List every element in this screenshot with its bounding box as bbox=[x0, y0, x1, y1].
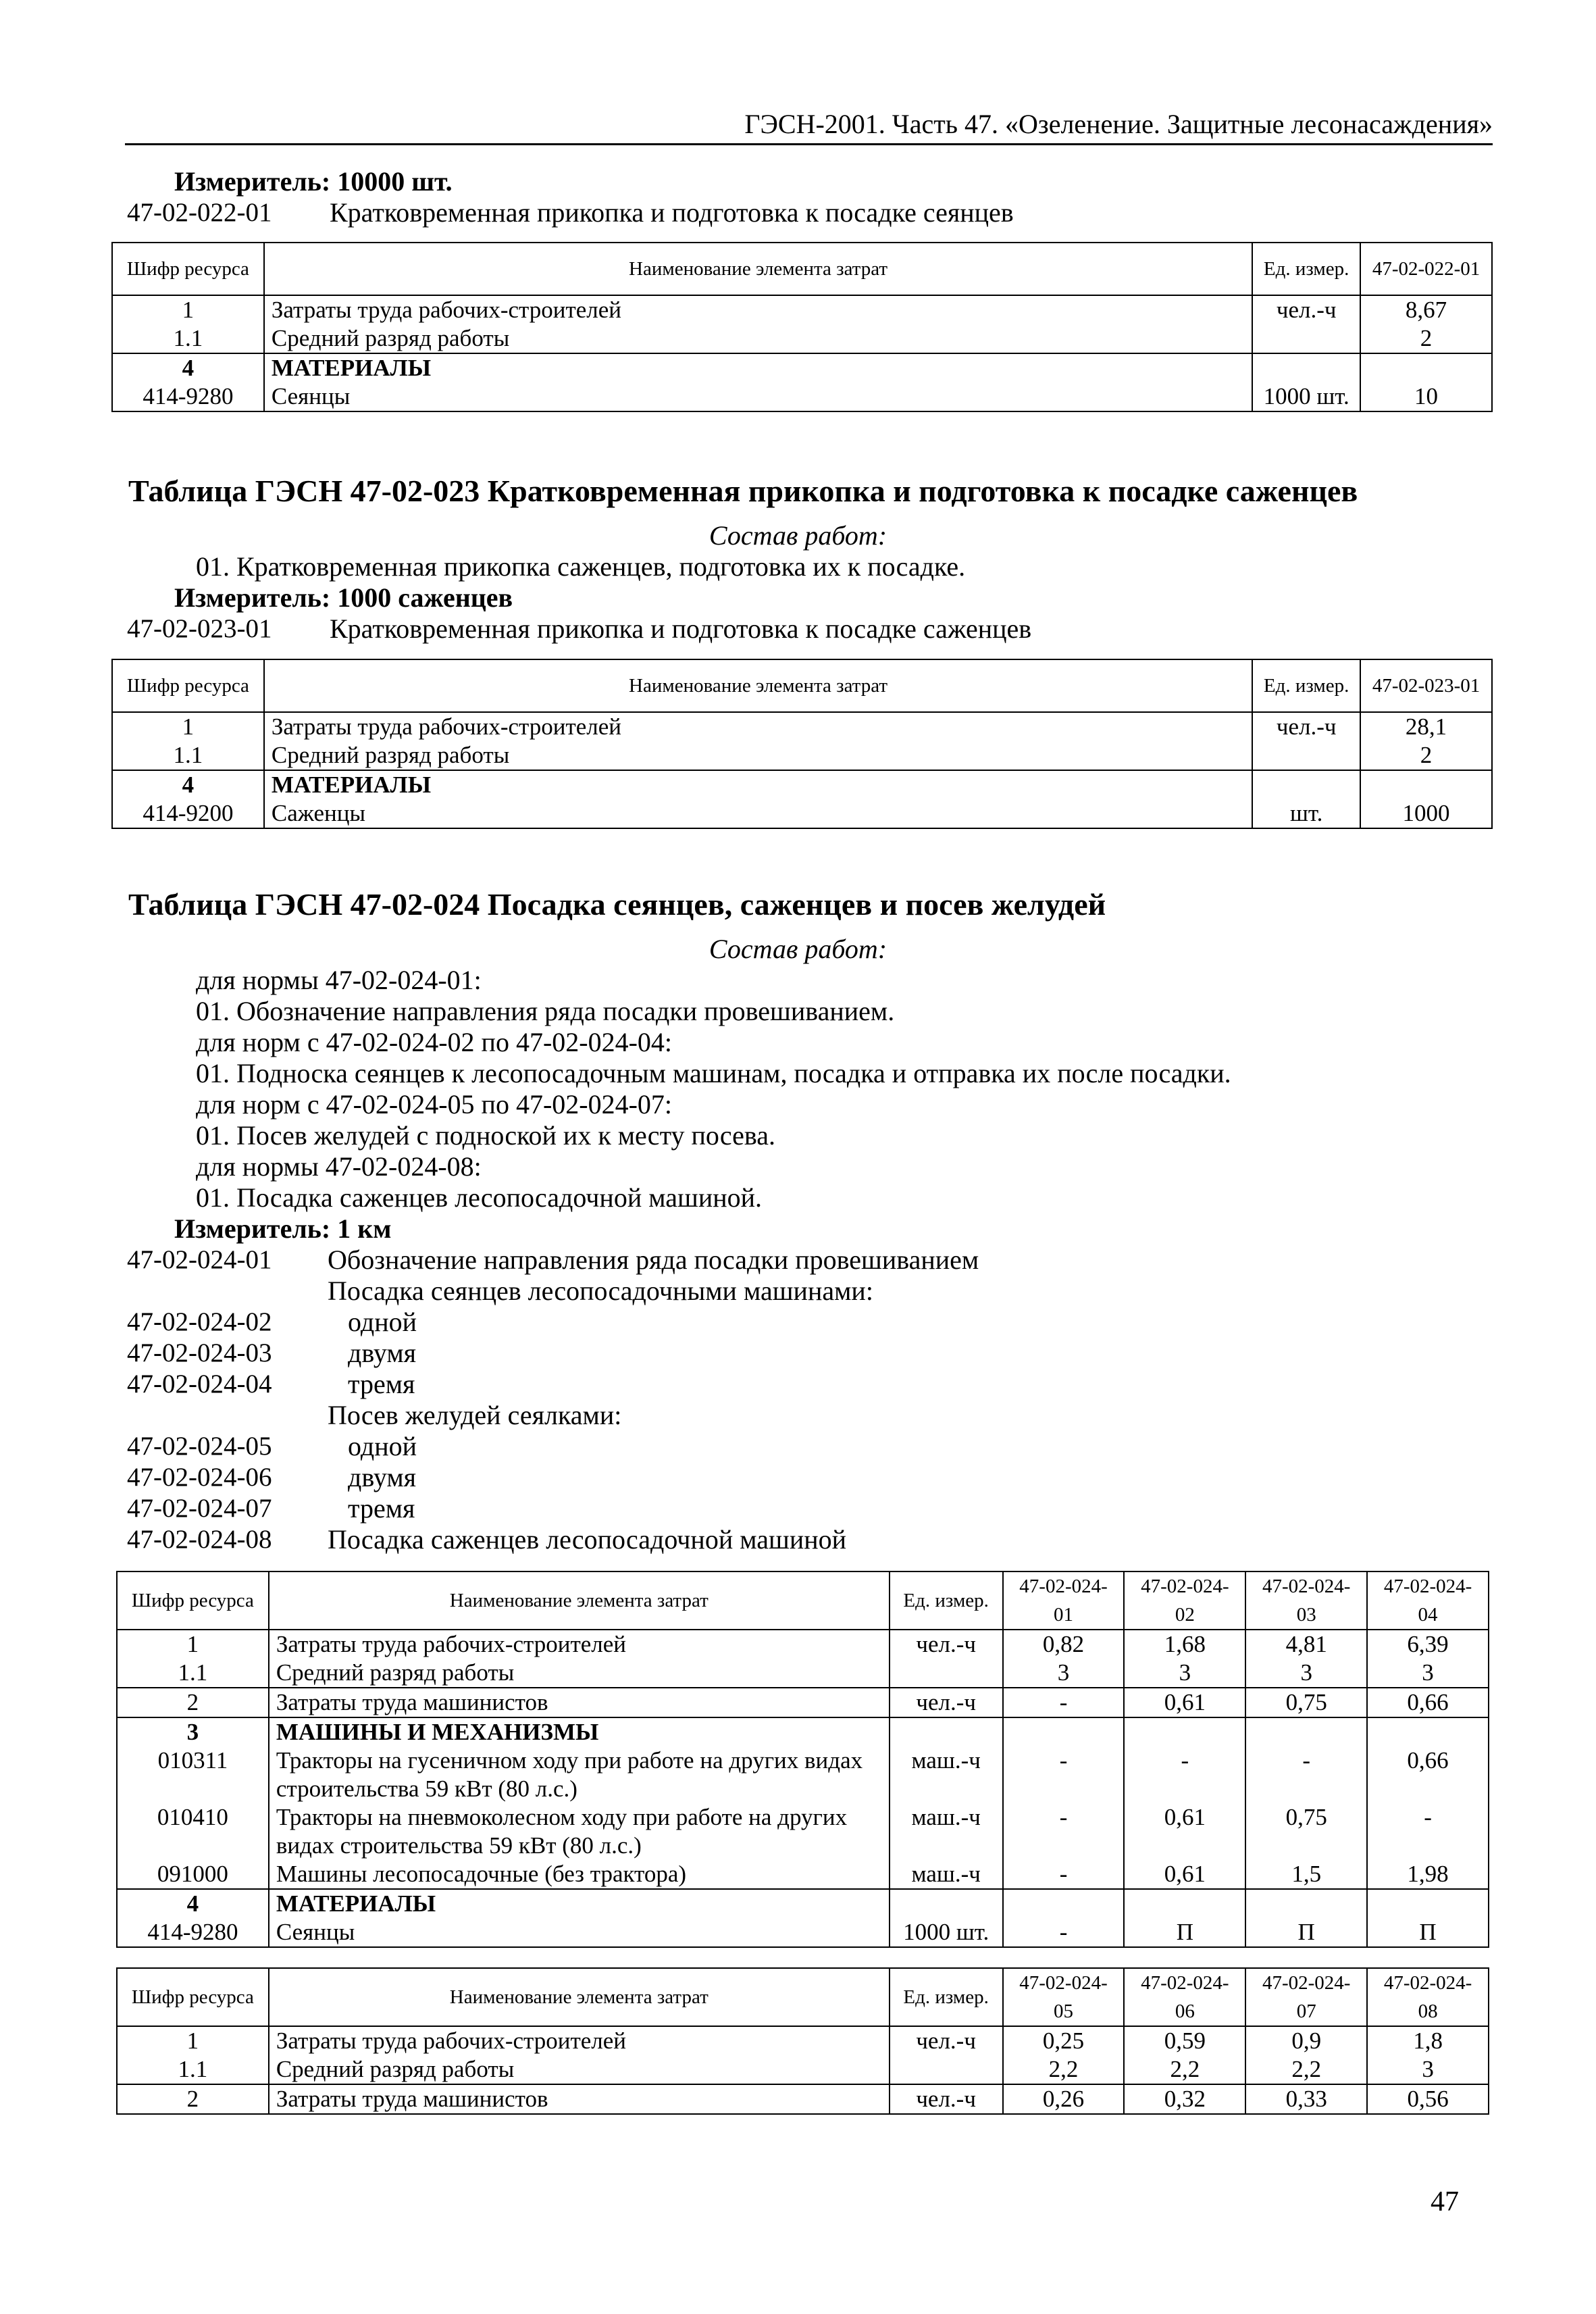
table-row bbox=[117, 1889, 1489, 1918]
norm-code: 47-02-024-04 bbox=[127, 1369, 272, 1399]
table-row bbox=[117, 1717, 1489, 1746]
cell-unit bbox=[890, 1659, 1003, 1688]
norm-code: 47-02-024-01 bbox=[127, 1245, 272, 1274]
cell-value bbox=[1367, 1717, 1489, 1746]
norm-code: 47-02-024-02 bbox=[127, 1307, 272, 1336]
header-name: Наименование элемента затрат bbox=[264, 243, 1252, 295]
cell-name: Тракторы на пневмоколесном ходу при работе на других видах строительства 59 кВт (80 л.с.) bbox=[269, 1803, 890, 1860]
cell-name: Затраты труда рабочих-строителей bbox=[269, 1630, 890, 1659]
cell-name: Средний разряд работы bbox=[264, 324, 1252, 353]
cell-code: 4 bbox=[112, 770, 264, 799]
cell-name: Затраты труда рабочих-строителей bbox=[264, 295, 1252, 324]
cell-code: 414-9280 bbox=[112, 382, 264, 411]
cell-code: 3 bbox=[117, 1717, 269, 1746]
header-norm-col: 47-02-022-01 bbox=[1360, 243, 1492, 295]
cell-unit: 1000 шт. bbox=[1252, 382, 1360, 411]
cell-unit: чел.-ч bbox=[1252, 712, 1360, 741]
cell-code: 2 bbox=[117, 1688, 269, 1717]
norm-title-2: Кратковременная прикопка и подготовка к посадке саженцев bbox=[330, 613, 1032, 644]
cell-value: 0,75 bbox=[1245, 1803, 1367, 1860]
cell-value: 1,5 bbox=[1245, 1860, 1367, 1889]
header-code: Шифр ресурса bbox=[112, 243, 264, 295]
header-norm-col: 47-02-024-07 bbox=[1245, 1968, 1367, 2026]
cell-name: Затраты труда рабочих-строителей bbox=[269, 2026, 890, 2055]
cell-value: 0,61 bbox=[1124, 1688, 1245, 1717]
cell-name: Средний разряд работы bbox=[269, 2055, 890, 2084]
cell-value: 0,32 bbox=[1124, 2084, 1245, 2114]
work-line: 01. Обозначение направления ряда посадки провешиванием. bbox=[196, 996, 895, 1026]
cell-name: Затраты труда машинистов bbox=[269, 2084, 890, 2114]
table-row bbox=[117, 2055, 1489, 2084]
norm-title: тремя bbox=[348, 1369, 415, 1399]
running-header: ГЭСН-2001. Часть 47. «Озеленение. Защитные лесонасаждения» bbox=[744, 109, 1493, 139]
cell-value bbox=[1360, 770, 1492, 799]
resource-table-3a bbox=[116, 1571, 1489, 1948]
table-row bbox=[112, 799, 1492, 828]
norm-group-title: Посев желудей сеялками: bbox=[328, 1400, 622, 1430]
cell-unit: маш.-ч bbox=[890, 1860, 1003, 1889]
cell-value bbox=[1124, 1889, 1245, 1918]
cell-value bbox=[1245, 1889, 1367, 1918]
cell-code: 4 bbox=[112, 353, 264, 382]
norm-code: 47-02-024-03 bbox=[127, 1338, 272, 1367]
table-row bbox=[117, 2026, 1489, 2055]
cell-unit bbox=[1252, 353, 1360, 382]
cell-value bbox=[1367, 1889, 1489, 1918]
work-item-2: 01. Кратковременная прикопка саженцев, подготовка их к посадке. bbox=[196, 551, 966, 582]
work-line: для нормы 47-02-024-08: bbox=[196, 1151, 482, 1182]
cell-code: 2 bbox=[117, 2084, 269, 2114]
cell-value bbox=[1003, 1717, 1125, 1746]
work-line: для норм с 47-02-024-02 по 47-02-024-04: bbox=[196, 1027, 673, 1057]
table-row bbox=[117, 1746, 1489, 1803]
norm-title: двумя bbox=[348, 1462, 417, 1492]
table-row bbox=[112, 353, 1492, 382]
norm-code: 47-02-024-08 bbox=[127, 1525, 272, 1554]
cell-value: 0,75 bbox=[1245, 1688, 1367, 1717]
cell-value: 0,82 bbox=[1003, 1630, 1125, 1659]
header-unit: Ед. измер. bbox=[1252, 243, 1360, 295]
header-code: Шифр ресурса bbox=[112, 659, 264, 712]
cell-unit: чел.-ч bbox=[890, 2084, 1003, 2114]
cell-value: 2 bbox=[1360, 741, 1492, 770]
norm-code: 47-02-024-06 bbox=[127, 1463, 272, 1492]
cell-value: П bbox=[1124, 1918, 1245, 1947]
cell-unit: шт. bbox=[1252, 799, 1360, 828]
cell-value: 3 bbox=[1003, 1659, 1125, 1688]
header-name: Наименование элемента затрат bbox=[269, 1968, 890, 2026]
header-unit: Ед. измер. bbox=[890, 1968, 1003, 2026]
header-norm-col: 47-02-024-08 bbox=[1367, 1968, 1489, 2026]
cell-value: 3 bbox=[1124, 1659, 1245, 1688]
cell-unit bbox=[1252, 770, 1360, 799]
table-row bbox=[112, 324, 1492, 353]
header-unit: Ед. измер. bbox=[890, 1571, 1003, 1630]
cell-name: Средний разряд работы bbox=[269, 1659, 890, 1688]
cell-code: 1 bbox=[117, 1630, 269, 1659]
work-line: 01. Посадка саженцев лесопосадочной машиной. bbox=[196, 1182, 763, 1213]
cell-value: 0,33 bbox=[1245, 2084, 1367, 2114]
header-norm-col: 47-02-023-01 bbox=[1360, 659, 1492, 712]
cell-name: Сеянцы bbox=[269, 1918, 890, 1947]
cell-value: 0,26 bbox=[1003, 2084, 1125, 2114]
norm-title: двумя bbox=[348, 1338, 417, 1368]
cell-unit: чел.-ч bbox=[890, 1630, 1003, 1659]
cell-unit: чел.-ч bbox=[1252, 295, 1360, 324]
cell-value: - bbox=[1245, 1746, 1367, 1803]
cell-value: - bbox=[1124, 1746, 1245, 1803]
cell-value: 0,66 bbox=[1367, 1688, 1489, 1717]
work-line: 01. Посев желудей с подноской их к месту посева. bbox=[196, 1120, 776, 1151]
header-norm-col: 47-02-024-02 bbox=[1124, 1571, 1245, 1630]
norm-title: Посадка саженцев лесопосадочной машиной bbox=[328, 1524, 847, 1555]
cell-unit bbox=[1252, 324, 1360, 353]
cell-unit: чел.-ч bbox=[890, 1688, 1003, 1717]
cell-name: Затраты труда рабочих-строителей bbox=[264, 712, 1252, 741]
table-row bbox=[117, 1803, 1489, 1860]
cell-value: 1000 bbox=[1360, 799, 1492, 828]
norm-title: одной bbox=[348, 1431, 417, 1461]
resource-table-3b bbox=[116, 1967, 1489, 2115]
cell-value: П bbox=[1367, 1918, 1489, 1947]
cell-value: 4,81 bbox=[1245, 1630, 1367, 1659]
table-row bbox=[112, 712, 1492, 741]
cell-value: - bbox=[1003, 1746, 1125, 1803]
table-row bbox=[117, 2084, 1489, 2114]
cell-value: - bbox=[1003, 1803, 1125, 1860]
table-row bbox=[117, 1860, 1489, 1889]
cell-value: 0,61 bbox=[1124, 1860, 1245, 1889]
norm-title: тремя bbox=[348, 1493, 415, 1524]
cell-code: 4 bbox=[117, 1889, 269, 1918]
cell-value: 1,68 bbox=[1124, 1630, 1245, 1659]
cell-value bbox=[1124, 1717, 1245, 1746]
cell-unit bbox=[890, 2055, 1003, 2084]
cell-code: 091000 bbox=[117, 1860, 269, 1889]
norm-group-title: Посадка сеянцев лесопосадочными машинами: bbox=[328, 1276, 873, 1306]
cell-value: 3 bbox=[1367, 2055, 1489, 2084]
cell-code: 414-9200 bbox=[112, 799, 264, 828]
table-header-row bbox=[117, 1571, 1489, 1630]
table-header-row bbox=[112, 243, 1492, 295]
cell-unit bbox=[890, 1717, 1003, 1746]
header-rule bbox=[125, 143, 1493, 145]
norm-title-1: Кратковременная прикопка и подготовка к посадке сеянцев bbox=[330, 197, 1014, 228]
measure-unit-3: Измеритель: 1 км bbox=[174, 1213, 392, 1244]
work-line: для нормы 47-02-024-01: bbox=[196, 965, 482, 995]
cell-code: 1.1 bbox=[112, 741, 264, 770]
table-title-2: Таблица ГЭСН 47-02-023 Кратковременная прикопка и подготовка к посадке саженцев bbox=[128, 474, 1358, 508]
cell-code: 1 bbox=[117, 2026, 269, 2055]
cell-value: 0,9 bbox=[1245, 2026, 1367, 2055]
header-code: Шифр ресурса bbox=[117, 1571, 269, 1630]
cell-code: 414-9280 bbox=[117, 1918, 269, 1947]
table-header-row bbox=[117, 1968, 1489, 2026]
cell-unit: 1000 шт. bbox=[890, 1918, 1003, 1947]
cell-value bbox=[1003, 1889, 1125, 1918]
work-line: для норм с 47-02-024-05 по 47-02-024-07: bbox=[196, 1089, 673, 1120]
table-row bbox=[117, 1918, 1489, 1947]
cell-value: 1,98 bbox=[1367, 1860, 1489, 1889]
header-norm-col: 47-02-024-05 bbox=[1003, 1968, 1125, 2026]
cell-unit: маш.-ч bbox=[890, 1746, 1003, 1803]
cell-value: 2,2 bbox=[1003, 2055, 1125, 2084]
cell-name: Саженцы bbox=[264, 799, 1252, 828]
cell-value: 2 bbox=[1360, 324, 1492, 353]
header-norm-col: 47-02-024-01 bbox=[1003, 1571, 1125, 1630]
header-code: Шифр ресурса bbox=[117, 1968, 269, 2026]
cell-value: 0,25 bbox=[1003, 2026, 1125, 2055]
cell-code: 1.1 bbox=[112, 324, 264, 353]
header-unit: Ед. измер. bbox=[1252, 659, 1360, 712]
norm-code-1: 47-02-022-01 bbox=[127, 198, 272, 227]
cell-name: МАТЕРИАЛЫ bbox=[269, 1889, 890, 1918]
header-norm-col: 47-02-024-06 bbox=[1124, 1968, 1245, 2026]
norm-code-2: 47-02-023-01 bbox=[127, 614, 272, 643]
work-line: 01. Подноска сеянцев к лесопосадочным машинам, посадка и отправка их после посадки. bbox=[196, 1058, 1231, 1088]
cell-value: 28,1 bbox=[1360, 712, 1492, 741]
cell-value: 6,39 bbox=[1367, 1630, 1489, 1659]
cell-value: П bbox=[1245, 1918, 1367, 1947]
cell-value bbox=[1245, 1717, 1367, 1746]
cell-value: 0,61 bbox=[1124, 1803, 1245, 1860]
norm-title: Обозначение направления ряда посадки провешиванием bbox=[328, 1244, 979, 1275]
cell-name: Машины лесопосадочные (без трактора) bbox=[269, 1860, 890, 1889]
cell-name: Средний разряд работы bbox=[264, 741, 1252, 770]
cell-value: - bbox=[1003, 1918, 1125, 1947]
header-name: Наименование элемента затрат bbox=[269, 1571, 890, 1630]
cell-value: 0,66 bbox=[1367, 1746, 1489, 1803]
cell-name: МАТЕРИАЛЫ bbox=[264, 353, 1252, 382]
table-header-row bbox=[112, 659, 1492, 712]
cell-value bbox=[1360, 353, 1492, 382]
cell-value: 1,8 bbox=[1367, 2026, 1489, 2055]
table-title-3: Таблица ГЭСН 47-02-024 Посадка сеянцев, саженцев и посев желудей bbox=[128, 887, 1106, 922]
cell-code: 1 bbox=[112, 295, 264, 324]
page-number: 47 bbox=[1431, 2186, 1459, 2217]
work-header-2: Состав работ: bbox=[709, 520, 887, 551]
cell-value: 0,59 bbox=[1124, 2026, 1245, 2055]
table-row bbox=[117, 1630, 1489, 1659]
measure-unit-2: Измеритель: 1000 саженцев bbox=[174, 582, 513, 613]
cell-name: Сеянцы bbox=[264, 382, 1252, 411]
norm-title: одной bbox=[348, 1307, 417, 1337]
cell-name: МАТЕРИАЛЫ bbox=[264, 770, 1252, 799]
cell-value: 3 bbox=[1367, 1659, 1489, 1688]
header-name: Наименование элемента затрат bbox=[264, 659, 1252, 712]
cell-value: 2,2 bbox=[1124, 2055, 1245, 2084]
norm-code: 47-02-024-05 bbox=[127, 1432, 272, 1461]
cell-unit: чел.-ч bbox=[890, 2026, 1003, 2055]
cell-value: 3 bbox=[1245, 1659, 1367, 1688]
cell-value: 0,56 bbox=[1367, 2084, 1489, 2114]
cell-value: 2,2 bbox=[1245, 2055, 1367, 2084]
table-row bbox=[112, 382, 1492, 411]
table-row bbox=[112, 295, 1492, 324]
cell-value: - bbox=[1003, 1860, 1125, 1889]
cell-value: 8,67 bbox=[1360, 295, 1492, 324]
cell-value: - bbox=[1367, 1803, 1489, 1860]
table-row bbox=[112, 741, 1492, 770]
cell-name: Затраты труда машинистов bbox=[269, 1688, 890, 1717]
resource-table-1 bbox=[111, 242, 1493, 412]
cell-unit bbox=[1252, 741, 1360, 770]
resource-table-2 bbox=[111, 659, 1493, 829]
table-row bbox=[112, 770, 1492, 799]
cell-unit bbox=[890, 1889, 1003, 1918]
header-norm-col: 47-02-024-03 bbox=[1245, 1571, 1367, 1630]
cell-unit: маш.-ч bbox=[890, 1803, 1003, 1860]
cell-code: 010410 bbox=[117, 1803, 269, 1860]
norm-code: 47-02-024-07 bbox=[127, 1494, 272, 1523]
cell-code: 1 bbox=[112, 712, 264, 741]
measure-unit-1: Измеритель: 10000 шт. bbox=[174, 166, 453, 197]
header-norm-col: 47-02-024-04 bbox=[1367, 1571, 1489, 1630]
cell-value: - bbox=[1003, 1688, 1125, 1717]
table-row bbox=[117, 1659, 1489, 1688]
work-header-3: Состав работ: bbox=[709, 934, 887, 964]
cell-code: 010311 bbox=[117, 1746, 269, 1803]
cell-name: Тракторы на гусеничном ходу при работе на других видах строительства 59 кВт (80 л.с.) bbox=[269, 1746, 890, 1803]
cell-value: 10 bbox=[1360, 382, 1492, 411]
cell-code: 1.1 bbox=[117, 2055, 269, 2084]
cell-name: МАШИНЫ И МЕХАНИЗМЫ bbox=[269, 1717, 890, 1746]
cell-code: 1.1 bbox=[117, 1659, 269, 1688]
table-row bbox=[117, 1688, 1489, 1717]
